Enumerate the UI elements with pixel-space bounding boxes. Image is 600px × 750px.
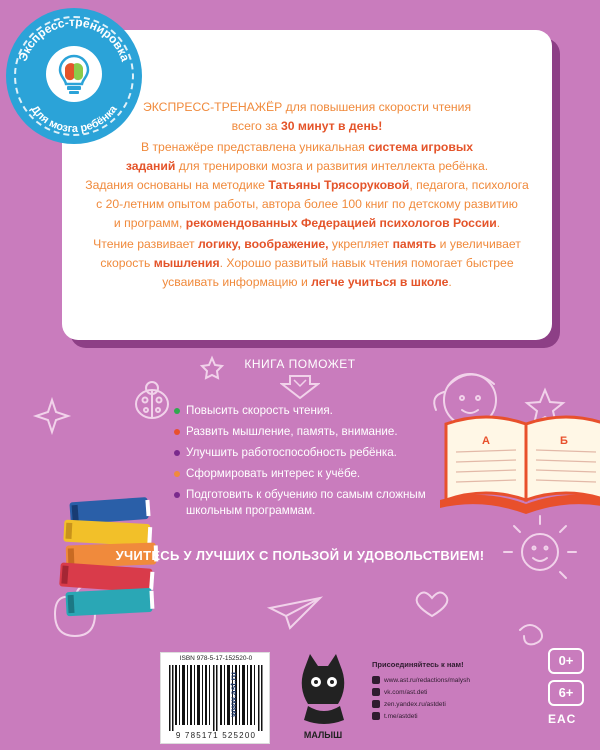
badge-bottom-text: Для мозга ребёнка [28, 103, 120, 136]
barcode [169, 665, 263, 731]
intro-line: усваивать информацию и легче учиться в школе. [162, 275, 452, 289]
benefit-item: Повысить скорость чтения. [170, 403, 440, 419]
bullet-dot [174, 429, 180, 435]
intro-line: и программ, рекомендованных Федерацией психологов России. [113, 216, 501, 230]
intro-line: ЭКСПРЕСС-ТРЕНАЖЁР для повышения скорости чтения [142, 100, 472, 114]
join-title: Присоединяйтесь к нам! [372, 660, 464, 669]
benefits-list [170, 403, 440, 524]
intro-line: Чтение развивает логику, воображение, укрепляет память и увеличивает [93, 237, 521, 251]
vk-icon [372, 688, 380, 696]
barcode-number: 9 785171 525200 [175, 731, 257, 740]
intro-line: с 20-летним опытом работы, автора более 100 книг по детскому развитию [96, 197, 518, 211]
publisher-logo [292, 650, 354, 745]
benefit-item: Развить мышление, память, внимание. [170, 424, 440, 440]
open-book-icon [440, 417, 600, 514]
benefit-item: Сформировать интерес к учёбе. [170, 466, 440, 482]
arrow-down-icon [280, 374, 320, 400]
site-url-vertical: www.ast.ru [228, 672, 238, 718]
intro-line: В тренажёре представлена уникальная система игровых [140, 140, 474, 154]
sparkle-icon [36, 400, 68, 432]
telegram-icon [372, 712, 380, 720]
link-vk[interactable]: vk.com/ast.deti [372, 686, 492, 698]
isbn: ISBN 978-5-17-152520-0 [179, 655, 253, 662]
barcode-box [160, 652, 270, 744]
social-links [372, 674, 492, 722]
publisher-name: МАЛЫШ [303, 730, 343, 740]
badge-top-text: Экспресс-тренировка [15, 14, 133, 64]
web-icon [372, 676, 380, 684]
bullet-dot [174, 450, 180, 456]
eac-mark: EAC [548, 712, 577, 726]
sun-icon [504, 516, 576, 578]
brain-bulb-icon [60, 56, 88, 94]
benefit-item: Улучшить работоспособность ребёнка. [170, 445, 440, 461]
link-zen[interactable]: zen.yandex.ru/astdeti [372, 698, 492, 710]
intro-line: заданий для тренировки мозга и развития интеллекта ребёнка. [125, 159, 489, 173]
intro-line: скорость мышления. Хорошо развитый навык чтения помогает быстрее [100, 256, 514, 270]
link-site[interactable]: www.ast.ru/redactions/malysh [372, 674, 492, 686]
heart-icon [417, 592, 448, 616]
age-badge-6: 6+ [548, 680, 584, 706]
book-letter: А [482, 435, 490, 447]
ladybug-icon [136, 382, 168, 418]
bullet-dot [174, 471, 180, 477]
intro-line: Задания основаны на методике Татьяны Трясоруковой, педагога, психолога [85, 178, 529, 192]
link-telegram[interactable]: t.me/astdeti [372, 710, 492, 722]
bullet-dot [174, 492, 180, 498]
cat-logo-icon [302, 654, 345, 724]
intro-line: всего за 30 минут в день! [231, 119, 383, 133]
zen-icon [372, 700, 380, 708]
spiral-icon [520, 625, 542, 644]
svg-text:Для мозга ребёнка [28, 103, 120, 135]
badge-text [6, 8, 142, 144]
book-letter: Б [560, 435, 568, 447]
section-title: КНИГА ПОМОЖЕТ [244, 357, 356, 371]
slogan: УЧИТЕСЬ У ЛУЧШИХ С ПОЛЬЗОЙ И УДОВОЛЬСТВИЕМ! [115, 548, 485, 563]
bullet-dot [174, 408, 180, 414]
paper-plane-icon [270, 598, 320, 628]
age-badge-0: 0+ [548, 648, 584, 674]
benefit-item: Подготовить к обучению по самым сложным школьным программам. [170, 487, 440, 519]
